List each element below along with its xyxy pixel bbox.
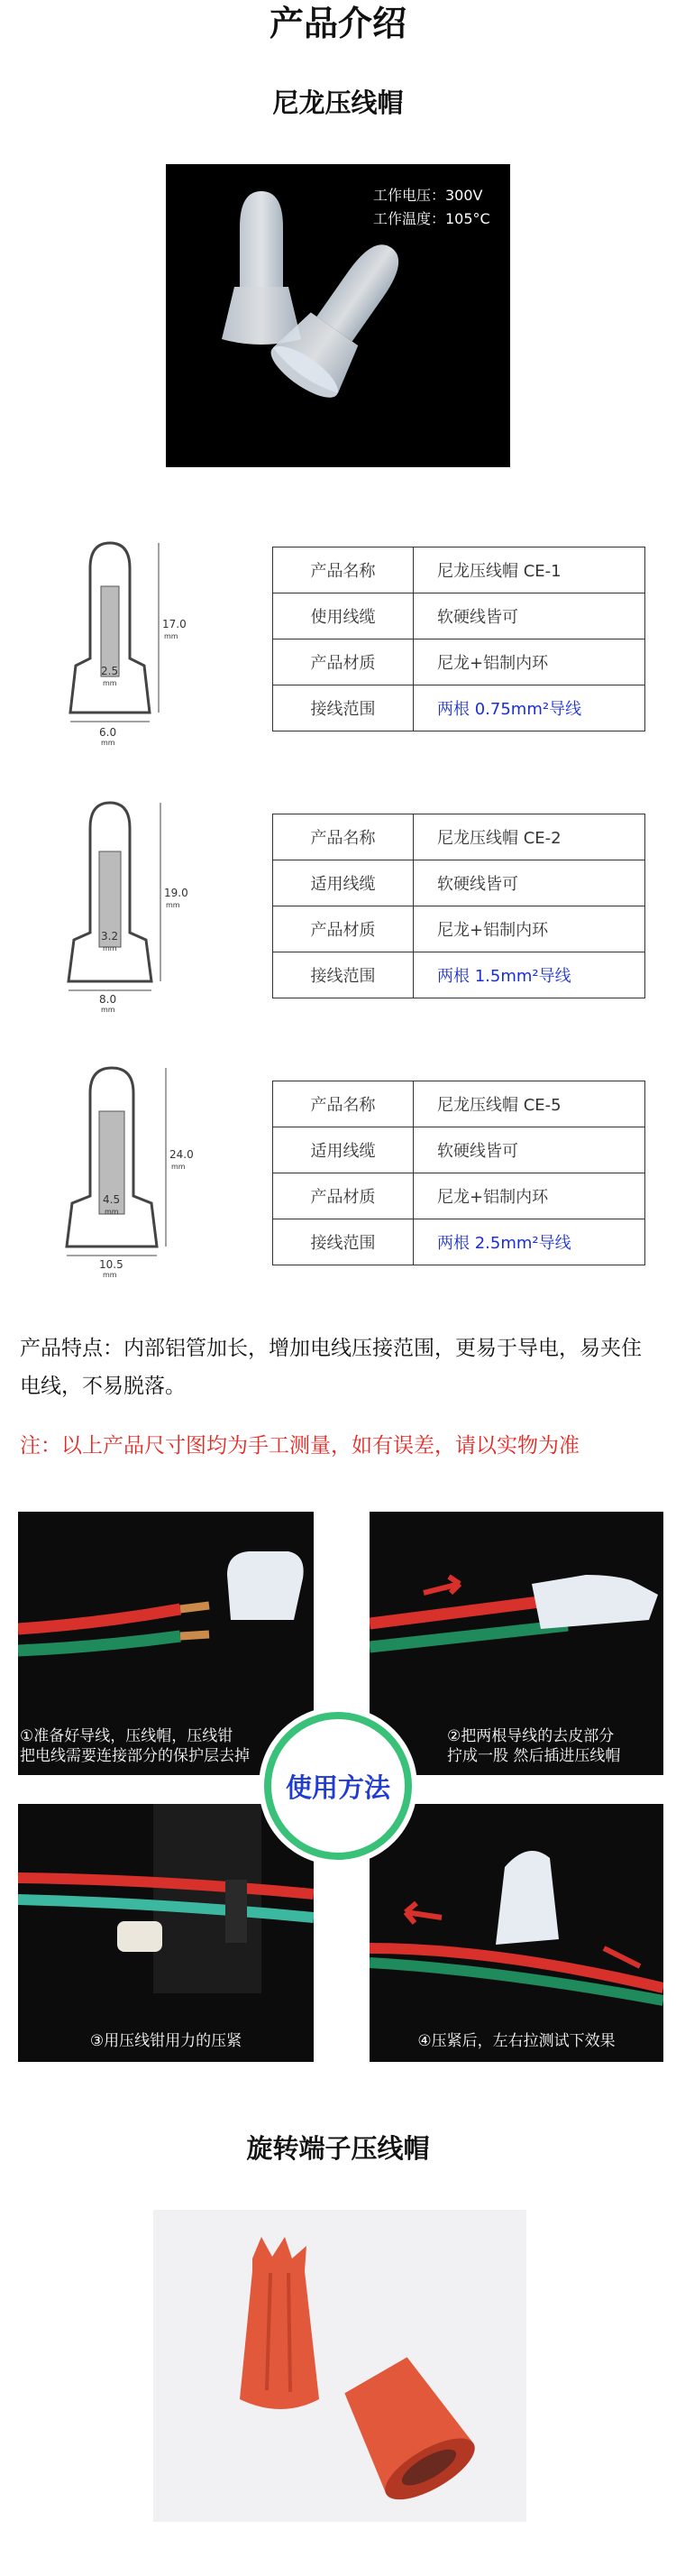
- dim-inner: 3.2: [101, 930, 119, 943]
- dim-unit: mm: [171, 1163, 186, 1171]
- spec-key: 产品材质: [273, 906, 414, 952]
- table-row: [273, 1173, 645, 1219]
- model-diagram-ce5: [56, 1061, 209, 1281]
- dim-unit: mm: [103, 679, 117, 687]
- table-row: [273, 860, 645, 906]
- hero-product-photo: [166, 164, 510, 467]
- table-row: [273, 593, 645, 639]
- spec-table-ce1: [272, 547, 645, 731]
- dim-unit: mm: [101, 739, 115, 747]
- dim-height: 19.0: [164, 887, 188, 899]
- step-3-panel: [18, 1804, 314, 2062]
- dim-unit: mm: [105, 1208, 119, 1216]
- spec-key: 产品名称: [273, 1081, 414, 1127]
- page-title: 产品介绍: [269, 4, 407, 43]
- spec-value-range: 两根 0.75mm²导线: [414, 685, 645, 731]
- spec-value: 尼龙+铝制内环: [414, 1173, 645, 1219]
- spec-key: 接线范围: [273, 685, 414, 731]
- spec-value: 尼龙压线帽 CE-5: [414, 1081, 645, 1127]
- step-2-line-2: 拧成一股 然后插进压线帽: [447, 1747, 621, 1765]
- table-row: [273, 1081, 645, 1127]
- spec-key: 适用线缆: [273, 1127, 414, 1173]
- spec-value: 软硬线皆可: [414, 860, 645, 906]
- spec-key: 接线范围: [273, 1219, 414, 1265]
- step-3-line-1: ③用压线钳用力的压紧: [89, 2032, 242, 2050]
- dim-inner: 4.5: [103, 1193, 121, 1206]
- model-diagram-ce1: [59, 532, 204, 749]
- dim-inner: 2.5: [101, 665, 119, 677]
- spec-key: 产品名称: [273, 547, 414, 593]
- table-row: [273, 1219, 645, 1265]
- step-1-panel: [18, 1512, 314, 1775]
- step-4-panel: [370, 1804, 663, 2062]
- spec-value: 尼龙+铝制内环: [414, 639, 645, 685]
- dim-width: 10.5: [99, 1258, 123, 1271]
- spec-table-ce2: [272, 814, 645, 998]
- nylon-caps-illustration: [166, 164, 510, 467]
- hero-temperature-label: 工作温度：105°C: [373, 210, 490, 227]
- table-row: [273, 639, 645, 685]
- table-row: [273, 685, 645, 731]
- spec-value: 软硬线皆可: [414, 593, 645, 639]
- dim-width: 8.0: [99, 993, 117, 1006]
- dim-unit: mm: [103, 1271, 117, 1279]
- spec-value: 尼龙压线帽 CE-1: [414, 547, 645, 593]
- step-4-line-1: ④压紧后，左右拉测试下效果: [417, 2032, 616, 2050]
- spec-key: 产品名称: [273, 814, 414, 860]
- dim-height: 17.0: [162, 618, 187, 630]
- spec-value-range: 两根 2.5mm²导线: [414, 1219, 645, 1265]
- step-1-line-2: 把电线需要连接部分的保护层去掉: [20, 1747, 250, 1765]
- spec-value: 尼龙+铝制内环: [414, 906, 645, 952]
- dim-width: 6.0: [99, 726, 117, 739]
- table-row: [273, 547, 645, 593]
- usage-method-badge: [264, 1712, 412, 1860]
- model-diagram-ce2: [59, 797, 204, 1014]
- step-2-panel: [370, 1512, 663, 1775]
- spec-value: 软硬线皆可: [414, 1127, 645, 1173]
- step-2-line-1: ②把两根导线的去皮部分: [447, 1727, 615, 1745]
- spec-value-range: 两根 1.5mm²导线: [414, 952, 645, 998]
- feature-paragraph: 产品特点：内部铝管加长，增加电线压接范围，更易于导电，易夹住电线，不易脱落。: [20, 1337, 642, 1398]
- spec-key: 产品材质: [273, 639, 414, 685]
- section-title-twist: 旋转端子压线帽: [246, 2133, 430, 2164]
- usage-method-label: 使用方法: [285, 1771, 390, 1803]
- table-row: [273, 952, 645, 998]
- spec-key: 接线范围: [273, 952, 414, 998]
- table-row: [273, 906, 645, 952]
- spec-value: 尼龙压线帽 CE-2: [414, 814, 645, 860]
- section-title-nylon: 尼龙压线帽: [272, 87, 404, 118]
- spec-table-ce5: [272, 1081, 645, 1265]
- dim-unit: mm: [103, 944, 117, 952]
- table-row: [273, 1127, 645, 1173]
- table-row: [273, 814, 645, 860]
- hero-voltage-label: 工作电压：300V: [373, 187, 483, 204]
- spec-key: 适用线缆: [273, 860, 414, 906]
- step-1-line-1: ①准备好导线，压线帽，压线钳: [20, 1727, 233, 1745]
- spec-key: 使用线缆: [273, 593, 414, 639]
- dim-unit: mm: [166, 901, 180, 909]
- twist-caps-illustration: [153, 2210, 526, 2522]
- dim-height: 24.0: [169, 1148, 194, 1161]
- twist-cap-photo: [153, 2210, 526, 2522]
- measurement-note: 注：以上产品尺寸图均为手工测量，如有误差，请以实物为准: [20, 1434, 580, 1458]
- spec-key: 产品材质: [273, 1173, 414, 1219]
- dim-unit: mm: [164, 632, 178, 640]
- dim-unit: mm: [101, 1006, 115, 1014]
